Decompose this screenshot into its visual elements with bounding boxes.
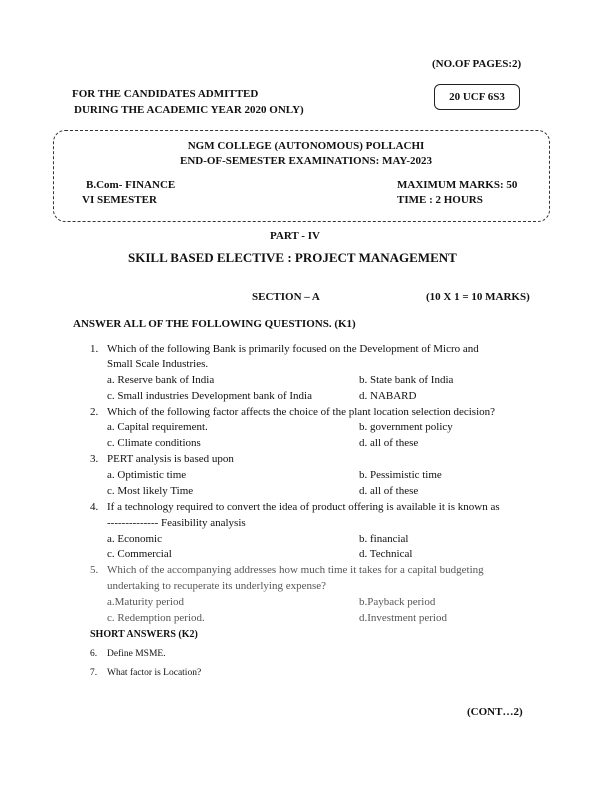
exam-time: TIME : 2 HOURS xyxy=(397,194,483,206)
continued-note: (CONT…2) xyxy=(467,706,523,718)
question-text: Which of the following factor affects the choice of the plant location selection decision? xyxy=(107,406,496,418)
question-text: Which of the following Bank is primarily focused on the Development of Micro and xyxy=(107,343,479,355)
programme: B.Com- FINANCE xyxy=(86,179,176,191)
instruction: ANSWER ALL OF THE FOLLOWING QUESTIONS. (K1) xyxy=(73,318,356,330)
question-text: If a technology required to convert the idea of product offering is available it is known as xyxy=(107,501,500,513)
question-number: 7. xyxy=(90,668,98,678)
section-label: SECTION – A xyxy=(252,291,320,303)
exam-title: END-OF-SEMESTER EXAMINATIONS: MAY-2023 xyxy=(179,155,432,167)
option-c: c. Commercial xyxy=(107,548,172,560)
option-a: a. Optimistic time xyxy=(107,469,187,481)
option-c: c. Most likely Time xyxy=(107,485,194,497)
question-number: 6. xyxy=(90,649,98,659)
option-a: a. Economic xyxy=(107,533,162,545)
candidates-line-2: DURING THE ACADEMIC YEAR 2020 ONLY) xyxy=(74,104,304,116)
option-b: b. financial xyxy=(359,533,409,545)
question-number: 4. xyxy=(90,501,99,513)
option-c: c. Climate conditions xyxy=(107,437,201,449)
question-text: Define MSME. xyxy=(107,649,166,659)
option-a: a. Capital requirement. xyxy=(107,421,208,433)
short-answers-heading: SHORT ANSWERS (K2) xyxy=(90,629,198,640)
question-text: Which of the accompanying addresses how much time it takes for a capital budgeting xyxy=(107,564,484,576)
course-code-box xyxy=(434,84,520,110)
page-count-note: (NO.OF PAGES:2) xyxy=(432,58,522,70)
option-a: a. Reserve bank of India xyxy=(107,374,215,386)
max-marks: MAXIMUM MARKS: 50 xyxy=(397,179,518,191)
option-b: b. government policy xyxy=(359,421,453,433)
question-number: 1. xyxy=(90,343,99,355)
option-d: d. all of these xyxy=(359,485,419,497)
option-c: c. Redemption period. xyxy=(107,612,205,624)
question-number: 3. xyxy=(90,453,99,465)
question-text: What factor is Location? xyxy=(107,668,202,678)
option-d: d. Technical xyxy=(359,548,413,560)
option-c: c. Small industries Development bank of India xyxy=(107,390,312,402)
part-label: PART - IV xyxy=(270,230,320,242)
option-b: b. State bank of India xyxy=(359,374,454,386)
option-a: a.Maturity period xyxy=(107,596,184,608)
college-name: NGM COLLEGE (AUTONOMOUS) POLLACHI xyxy=(187,140,425,152)
question-number: 5. xyxy=(90,564,99,576)
course-code: 20 UCF 6S3 xyxy=(449,91,505,103)
option-d: d. NABARD xyxy=(359,390,417,402)
option-d: d.Investment period xyxy=(359,612,447,624)
semester: VI SEMESTER xyxy=(82,194,157,206)
question-text-cont: -------------- Feasibility analysis xyxy=(107,517,246,529)
question-text-cont: Small Scale Industries. xyxy=(107,358,209,370)
option-b: b. Pessimistic time xyxy=(359,469,442,481)
subject-title: SKILL BASED ELECTIVE : PROJECT MANAGEMENT xyxy=(128,250,457,265)
option-b: b.Payback period xyxy=(359,596,436,608)
candidates-line-1: FOR THE CANDIDATES ADMITTED xyxy=(72,88,259,100)
question-text-cont: undertaking to recuperate its underlying expense? xyxy=(107,580,327,592)
question-text: PERT analysis is based upon xyxy=(107,453,234,465)
option-d: d. all of these xyxy=(359,437,419,449)
marks-scheme: (10 X 1 = 10 MARKS) xyxy=(426,291,530,303)
question-number: 2. xyxy=(90,406,99,418)
